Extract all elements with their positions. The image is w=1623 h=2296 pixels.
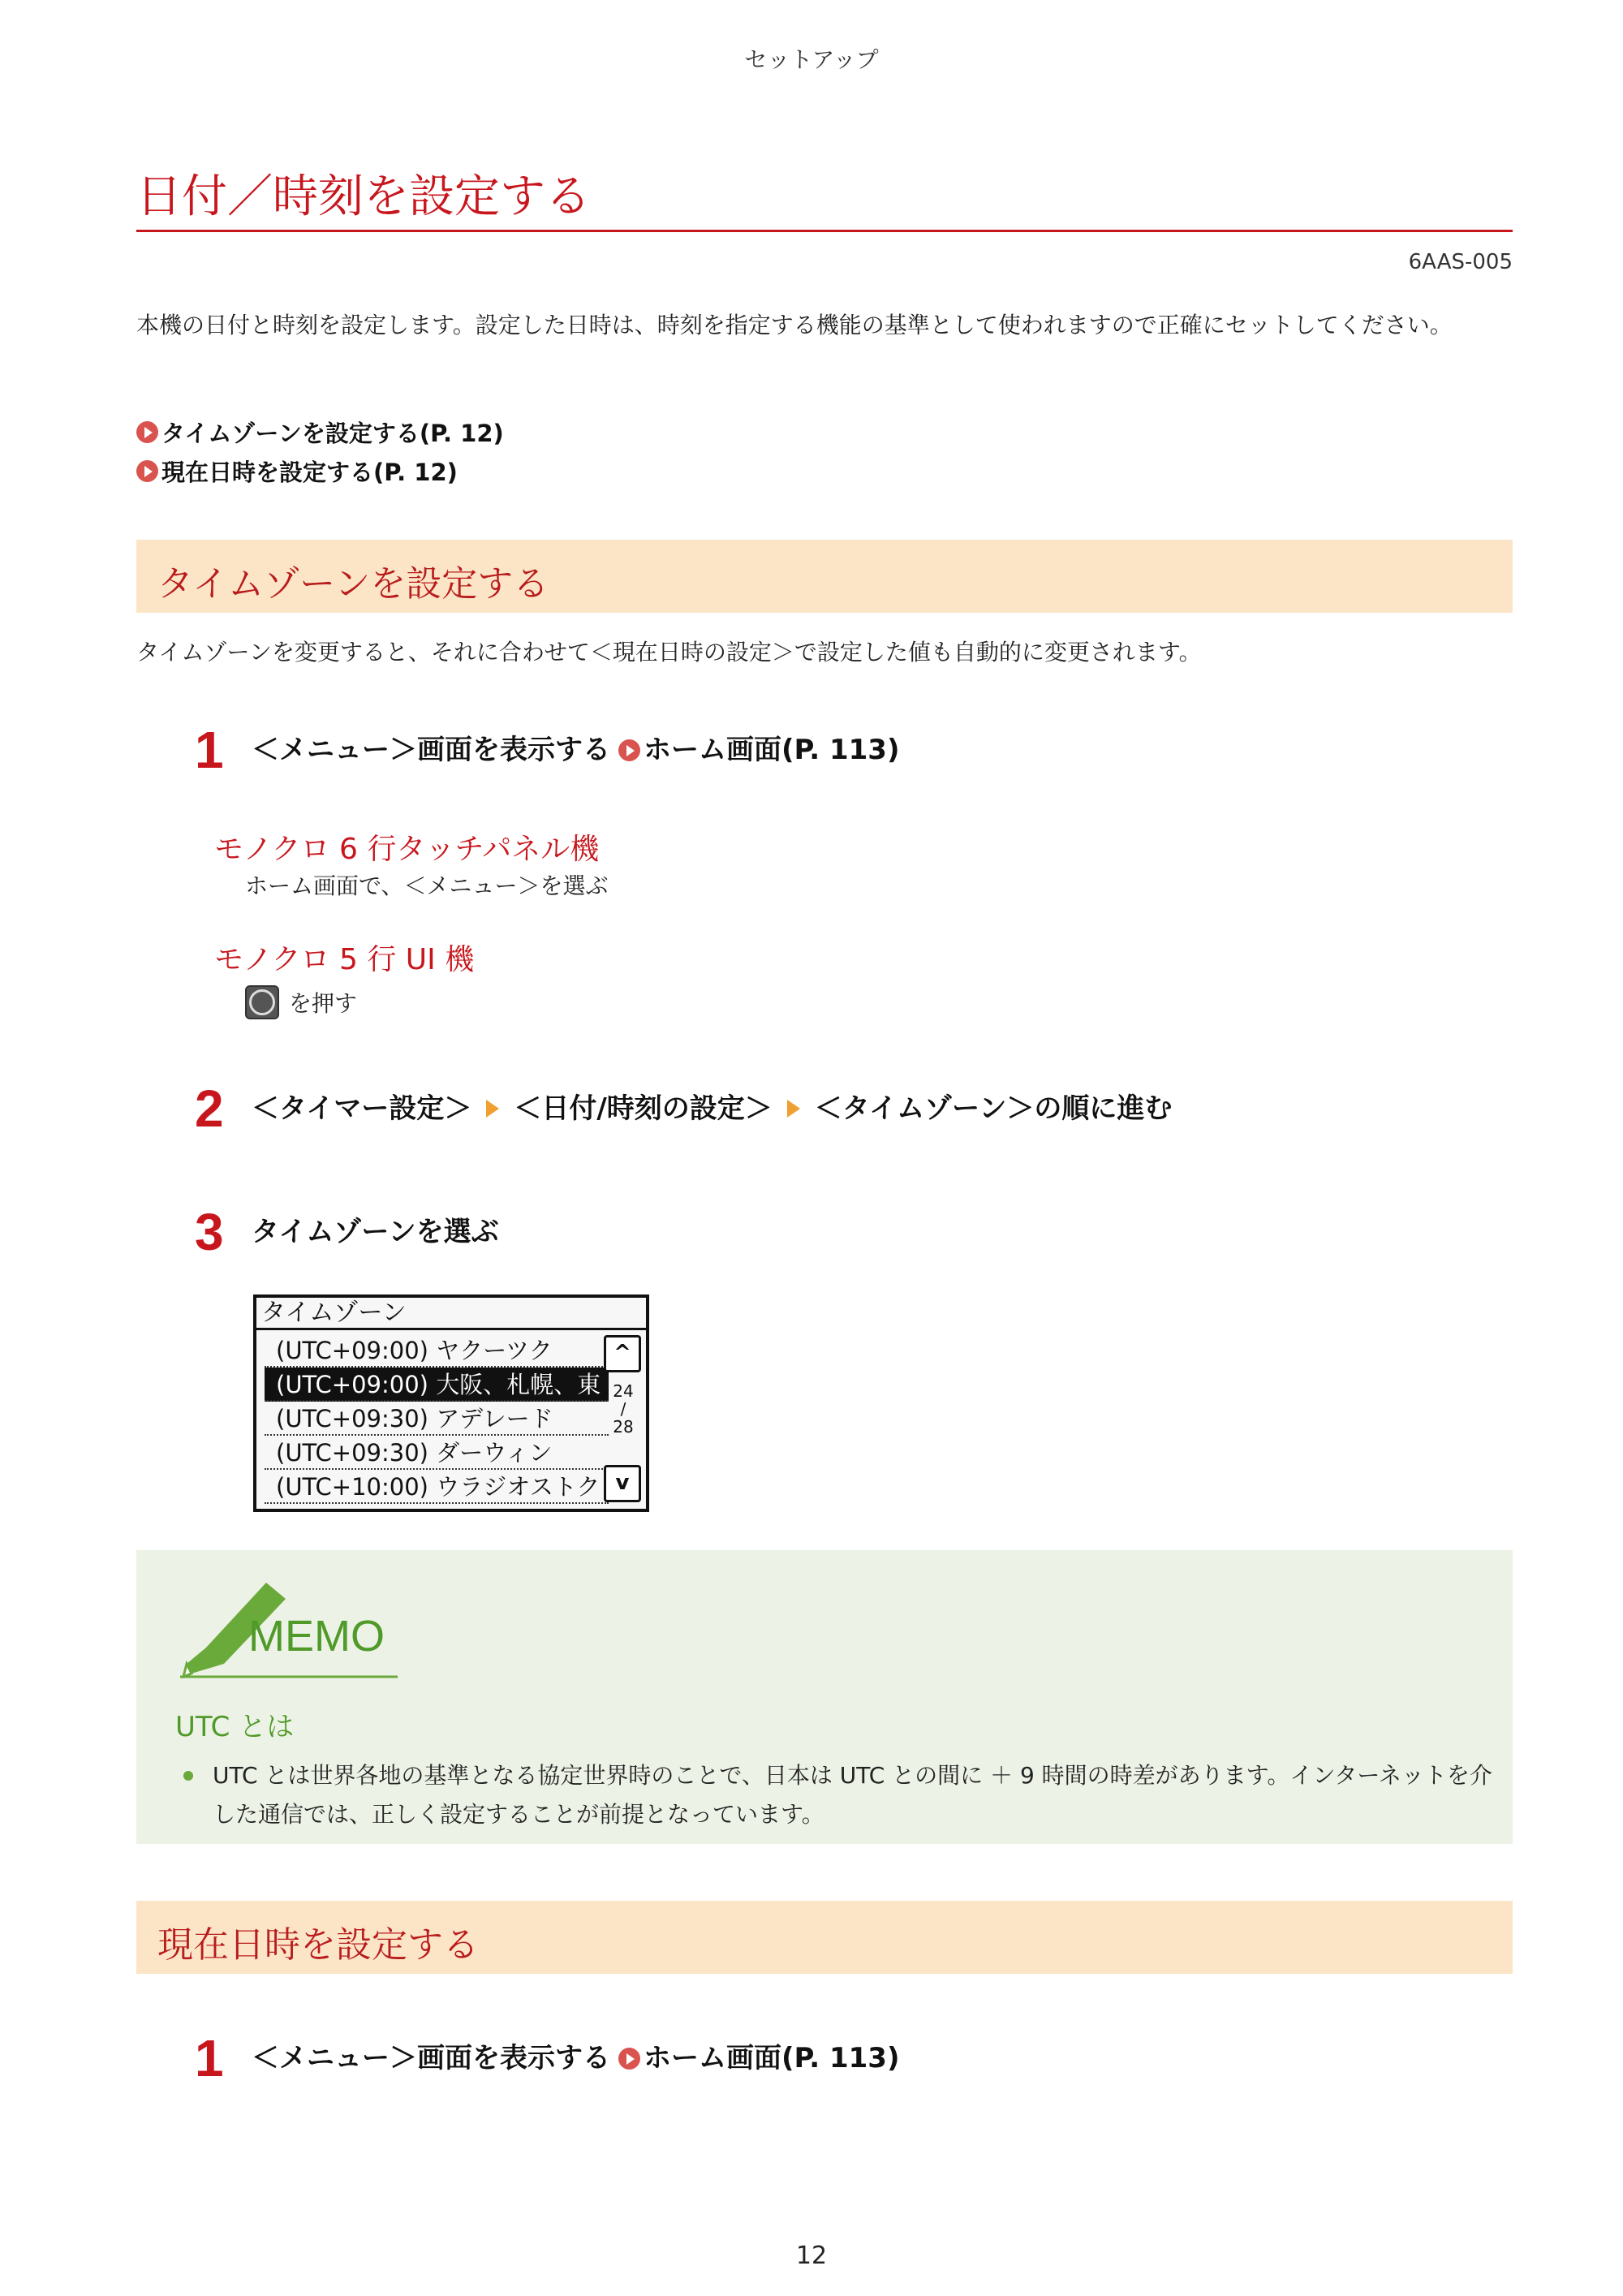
lcd-list-item[interactable]: (UTC+09:30) アデレード [265,1402,609,1436]
link-arrow-icon [136,421,158,443]
step-number: 2 [195,1079,224,1138]
section-heading-text: タイムゾーンを設定する [157,563,549,605]
section-links [136,412,504,490]
step-link-home-screen[interactable]: ホーム画面(P. 113) [644,2042,900,2074]
menu-path-timer: ＜タイマー設定＞ [252,1092,472,1125]
step-instruction: タイムゾーンを選ぶ [252,1216,499,1248]
link-timezone[interactable] [136,412,504,451]
step-number: 1 [195,2029,224,2087]
page-number: 12 [795,2242,828,2270]
lcd-scrollbar [604,1335,643,1506]
link-current-datetime[interactable] [136,451,504,490]
memo-bullet-text: UTC とは世界各地の基準となる協定世界時のことで、日本は UTC との間に ＋ 9 時間の時差があります。インターネットを介した通信では、正しく設定することが前提となっています。 [213,1762,1492,1828]
title-rule [136,230,1513,232]
section-heading-current-datetime [136,1901,1513,1974]
menu-key-icon [245,985,279,1019]
step-instruction: ＜メニュー＞画面を表示する [252,734,610,766]
scroll-down-button[interactable]: v [604,1465,641,1502]
step-3 [195,1203,499,1261]
path-arrow-icon [486,1100,499,1118]
sub-instruction: を押す [289,990,358,1017]
lcd-page-separator: / [620,1399,626,1419]
sub-text-5-line [245,985,357,1019]
scroll-up-button[interactable]: ^ [604,1335,641,1372]
doc-code: 6AAS-005 [1408,250,1513,274]
step-text [252,2029,899,2087]
path-arrow-icon [787,1100,800,1118]
memo-label: MEMO [248,1612,385,1661]
step-1-current-datetime [195,2029,899,2087]
link-label[interactable]: タイムゾーンを設定する(P. 12) [161,419,504,447]
step-link-home-screen[interactable]: ホーム画面(P. 113) [644,734,900,766]
step-instruction: ＜メニュー＞画面を表示する [252,2042,610,2074]
lcd-page-current: 24 [613,1381,634,1401]
sub-text-6-line [245,868,608,901]
step-number: 3 [195,1203,224,1261]
intro-text: 本機の日付と時刻を設定します。設定した日時は、時刻を指定する機能の基準として使われますので正確にセットしてください。 [136,312,1453,338]
section-heading-timezone [136,540,1513,613]
step-2 [195,1079,1172,1138]
link-arrow-icon [618,739,640,761]
page-title: 日付／時刻を設定する [136,170,591,223]
section-heading-text: 現在日時を設定する [157,1924,479,1966]
lcd-list-item[interactable]: (UTC+09:30) ダーウィン [265,1436,609,1470]
running-head: セットアップ [744,46,879,73]
lcd-page-indicator [607,1382,639,1436]
sub-heading-6-line: モノクロ 6 行タッチパネル機 [214,833,600,866]
memo-box [136,1550,1513,1844]
link-arrow-icon [136,460,158,482]
link-label[interactable]: 現在日時を設定する(P. 12) [161,458,458,486]
section-description: タイムゾーンを変更すると、それに合わせて＜現在日時の設定＞で設定した値も自動的に変更されます。 [136,639,1202,666]
lcd-page-total: 28 [613,1417,634,1437]
step-1 [195,721,899,779]
memo-heading: UTC とは [175,1711,295,1743]
lcd-title: タイムゾーン [256,1298,646,1330]
lcd-list-item[interactable]: (UTC+09:00) ヤクーツク [265,1333,609,1368]
menu-path-timezone: ＜タイムゾーン＞の順に進む [814,1092,1173,1125]
memo-bullet [183,1756,1498,1834]
sub-instruction: ホーム画面で、＜メニュー＞を選ぶ [245,872,609,899]
sub-heading-5-line: モノクロ 5 行 UI 機 [214,943,475,976]
lcd-list-item-selected[interactable]: (UTC+09:00) 大阪、札幌、東 [265,1368,609,1402]
step-text [252,721,899,779]
menu-path-datetime: ＜日付/時刻の設定＞ [514,1092,773,1125]
bullet-dot-icon [183,1771,193,1781]
step-text [252,1079,1172,1138]
step-text [252,1203,499,1261]
step-number: 1 [195,721,224,779]
lcd-timezone-screen [253,1294,649,1512]
link-arrow-icon [618,2048,640,2070]
lcd-list-item[interactable]: (UTC+10:00) ウラジオストク [265,1470,609,1504]
